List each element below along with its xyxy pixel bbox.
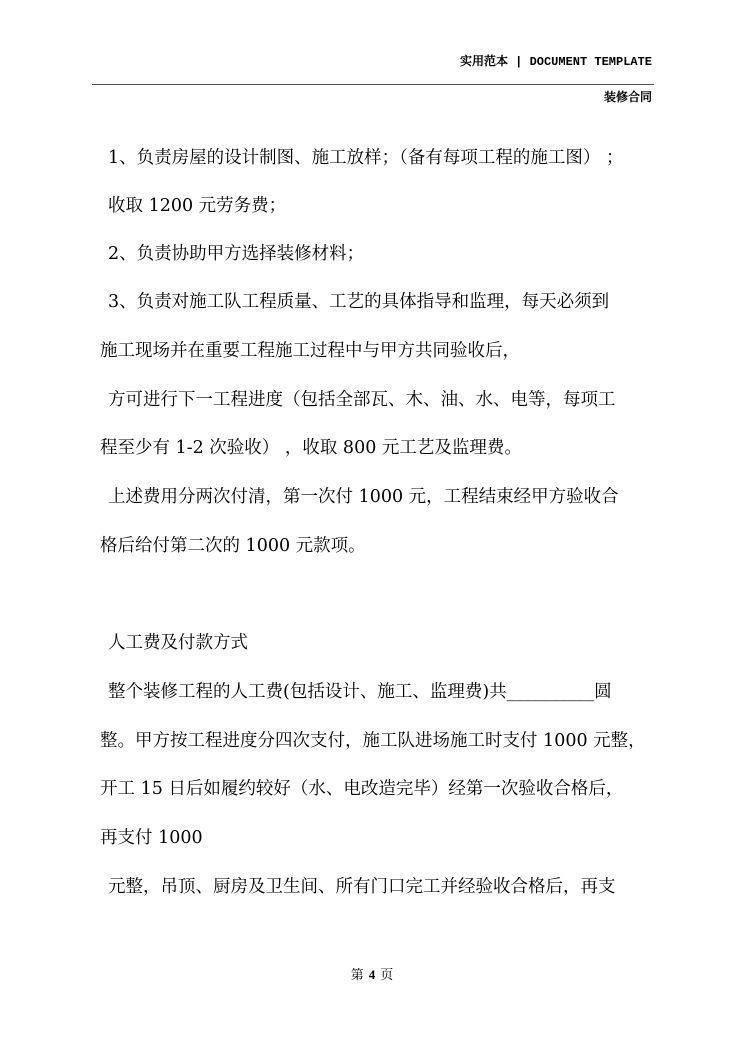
header-divider: [92, 84, 654, 85]
body-line: 程至少有 1-2 次验收） ，收取 800 元工艺及监理费。: [100, 438, 522, 458]
body-line: 2、负责协助甲方选择装修材料；: [108, 244, 365, 264]
body-line: 收取 1200 元劳务费；: [108, 196, 287, 216]
document-header-subtitle: 装修合同: [603, 90, 652, 104]
body-line: 开工 15 日后如履约较好（水、电改造完毕）经第一次验收合格后，: [100, 779, 624, 799]
section-heading: 人工费及付款方式: [108, 633, 248, 653]
body-line: 再支付 1000: [100, 828, 203, 848]
body-line: 方可进行下一工程进度（包括全部瓦、木、油、水、电等，每项工: [108, 390, 616, 410]
body-line: 元整，吊顶、厨房及卫生间、所有门口完工并经验收合格后，再支: [108, 877, 616, 897]
body-line: 整个装修工程的人工费(包括设计、施工、监理费)共__________圆: [108, 682, 612, 702]
page-suffix: 页: [380, 968, 394, 983]
body-line: 上述费用分两次付清，第一次付 1000 元，工程结束经甲方验收合: [108, 487, 619, 507]
document-header-title: 实用范本 | DOCUMENT TEMPLATE: [459, 55, 652, 69]
body-line: 格后给付第二次的 1000 元款项。: [100, 536, 366, 556]
page-number: 4: [368, 967, 376, 982]
body-line: 3、负责对施工队工程质量、工艺的具体指导和监理，每天必须到: [108, 292, 610, 312]
body-line: 整。甲方按工程进度分四次支付，施工队进场施工时支付 1000 元整，: [100, 731, 646, 751]
page-prefix: 第: [350, 968, 364, 983]
body-line: 1、负责房屋的设计制图、施工放样；（备有每项工程的施工图） ；: [108, 148, 624, 168]
body-line: 施工现场并在重要工程施工过程中与甲方共同验收后，: [100, 341, 520, 361]
page-footer: [0, 964, 744, 983]
